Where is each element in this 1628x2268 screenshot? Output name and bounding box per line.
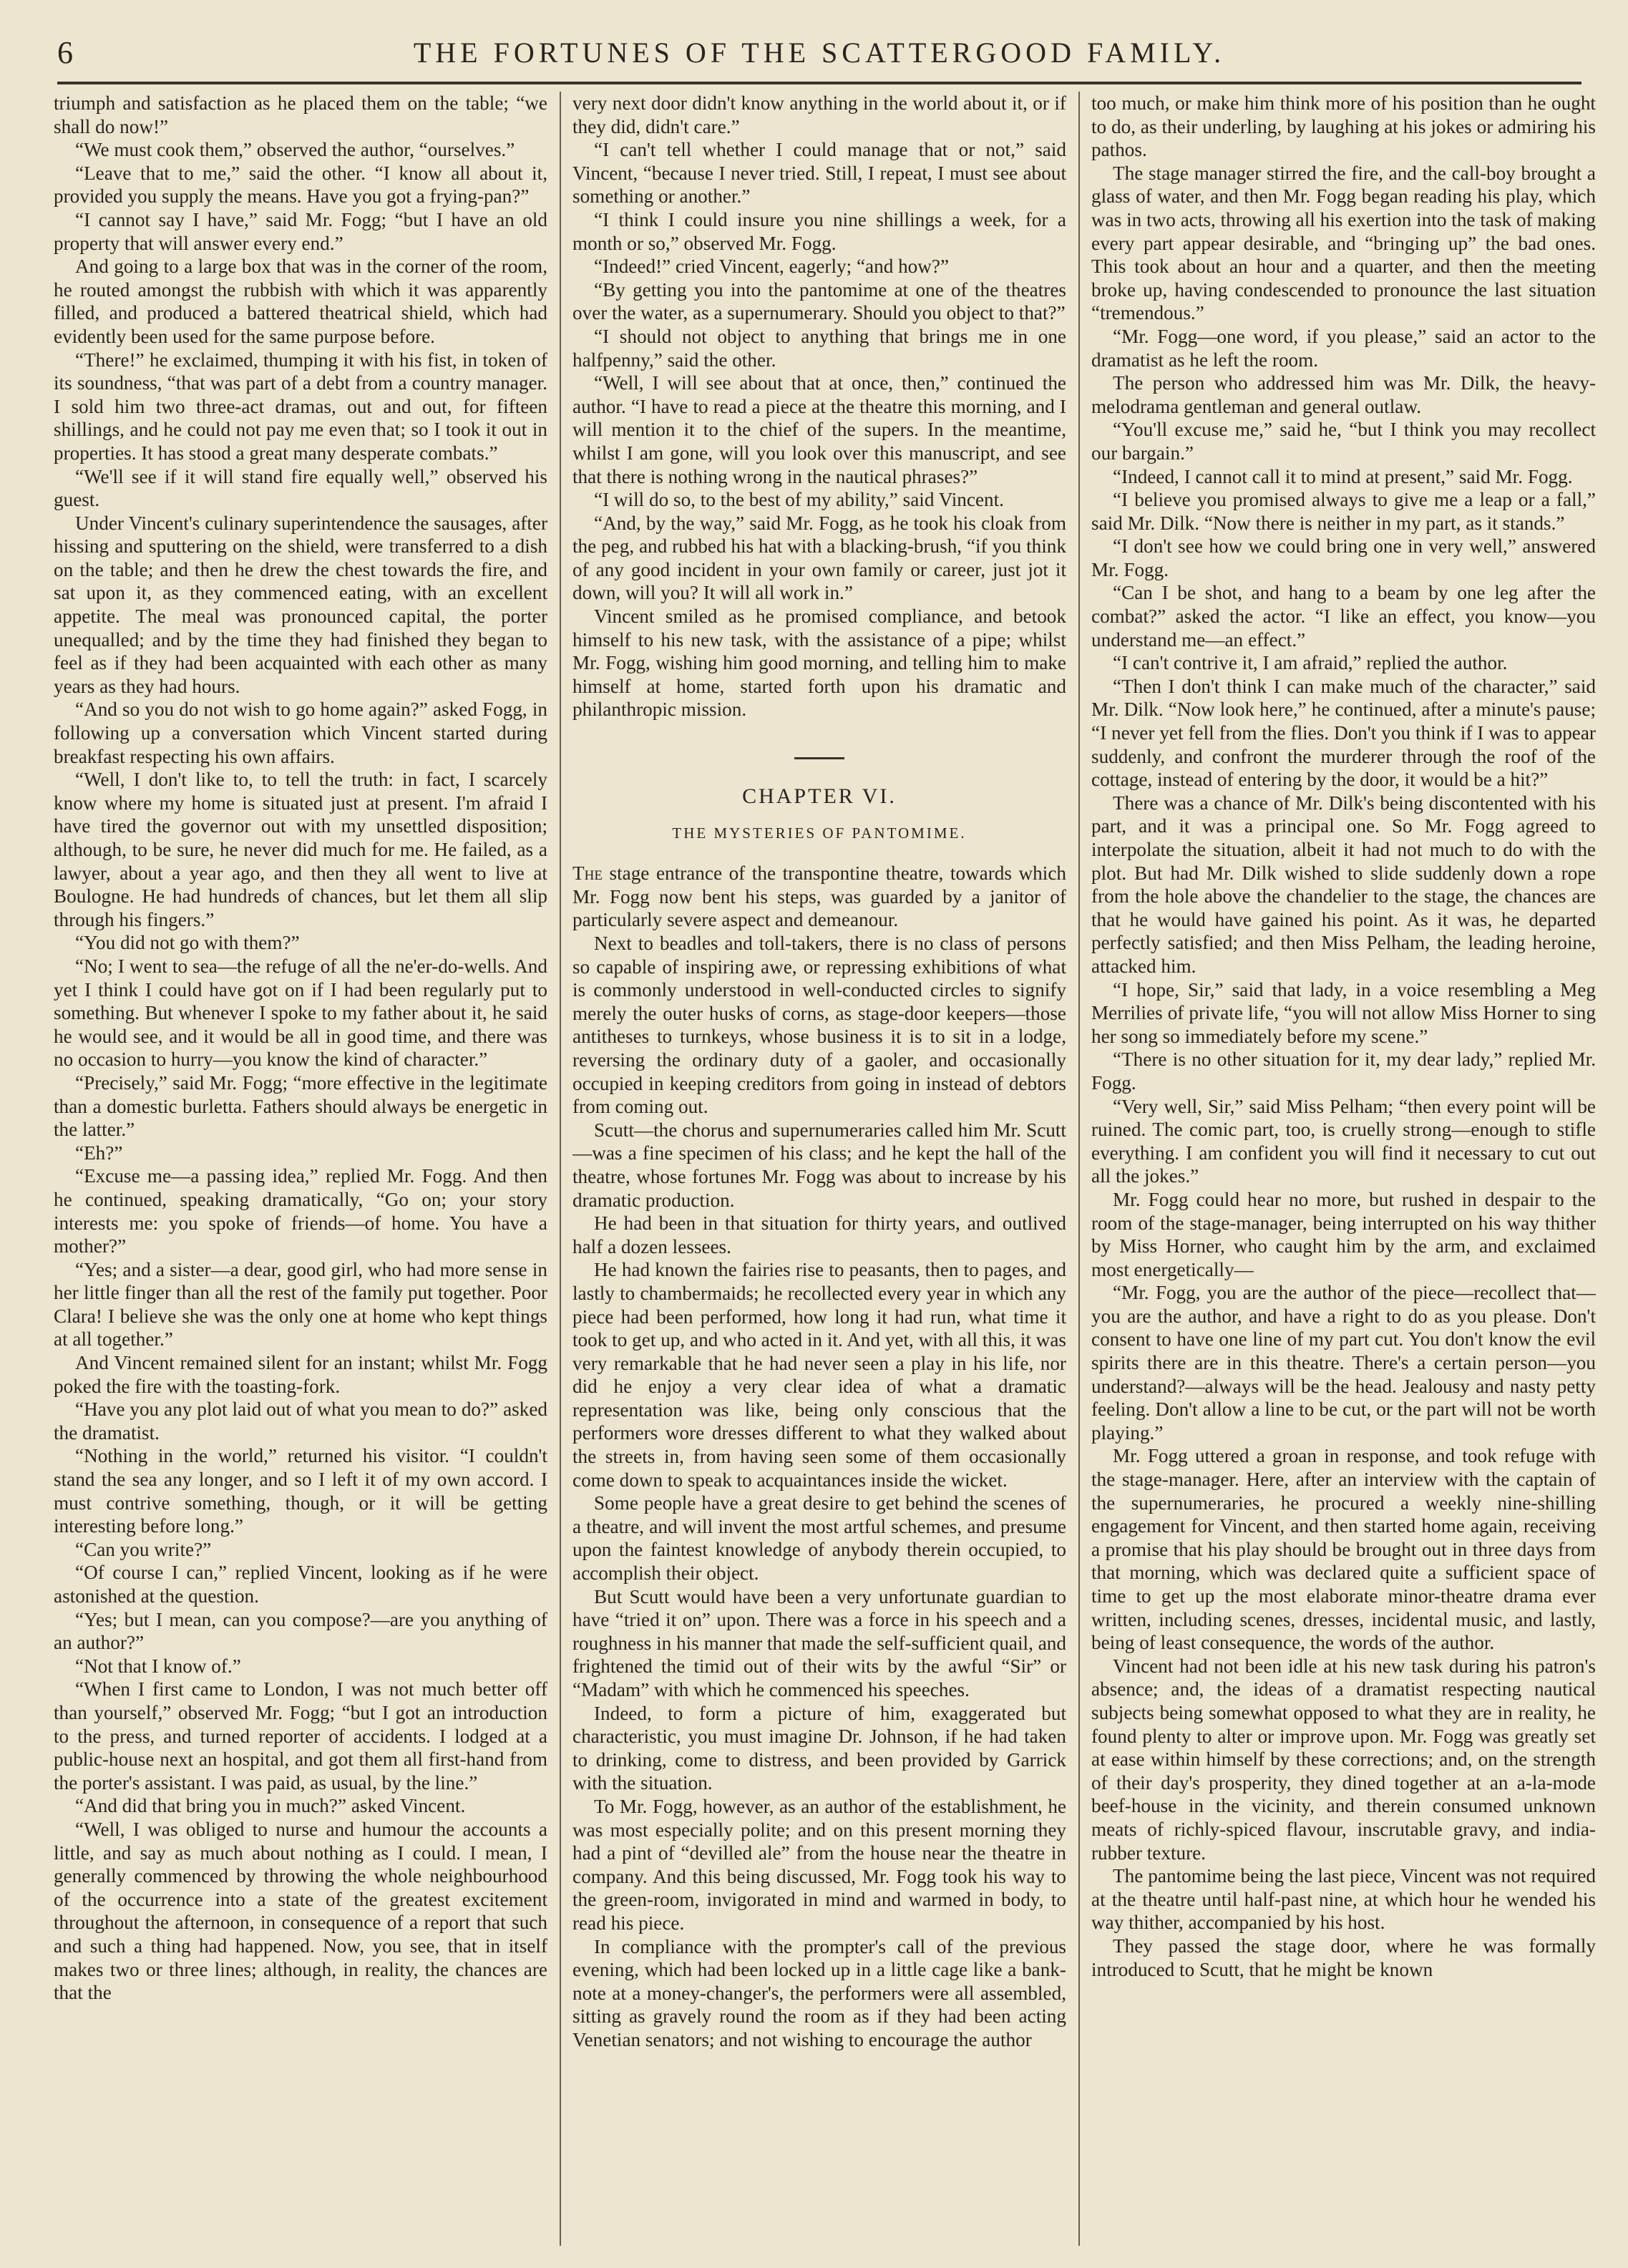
paragraph: “Eh?” (75, 1142, 123, 1164)
page-number: 6 (57, 35, 73, 70)
paragraph: “By getting you into the pantomime at one of the theatres over the water, as a supernumerary. Should you object to that?” (572, 278, 1066, 324)
paragraph: “We'll see if it will stand fire equally well,” observed his guest. (54, 465, 547, 511)
paragraph: Next to beadles and toll-takers, there is no class of persons so capable of inspiring awe, or repressing exhibitions of what is commonly understood in well-conducted circles to signify merely the outer husks of corns, as stage-door keepers—those antitheses to turnkeys, whose business it is to sit in a lodge, reversing the ordinary duty of a gaoler, and occasionally occupied in keeping creditors from going in instead of debtors from coming out. (572, 933, 1066, 1118)
middle-column-top (572, 92, 1066, 721)
paragraph: very next door didn't know anything in the world about it, or if they did, didn't care.” (572, 92, 1066, 137)
paragraph: “We must cook them,” observed the author, “ourselves.” (75, 139, 515, 161)
paragraph: “Of course I can,” replied Vincent, looking as if he were astonished at the question. (54, 1562, 547, 1607)
paragraph: “You'll excuse me,” said he, “but I think you may recollect our bargain.” (1091, 419, 1596, 464)
paragraph: “I hope, Sir,” said that lady, in a voice resembling a Meg Merrilies of private life, “you will not allow Miss Horner to sing her song so immediately before my scene.” (1091, 978, 1596, 1047)
chapter-heading: CHAPTER VI. (742, 784, 897, 809)
paragraph: Scutt—the chorus and supernumeraries called him Mr. Scutt—was a fine specimen of his class; and he kept the hall of the theatre, whose fortunes Mr. Fogg was about to increase by his dramatic production. (572, 1119, 1066, 1211)
paragraph: “Yes; and a sister—a dear, good girl, who had more sense in her little finger than all the rest of the family put together. Poor Clara! I believe she was the only one at home who kept things at all together.” (54, 1258, 547, 1350)
page-header (57, 31, 1581, 84)
paragraph: “I think I could insure you nine shillings a week, for a month or so,” observed Mr. Fogg. (572, 208, 1066, 254)
paragraph: “I will do so, to the best of my ability,” said Vincent. (594, 489, 1004, 511)
paragraph: “Well, I was obliged to nurse and humour the accounts a little, and say as much about nothing as I could. I mean, I generally commenced by throwing the whole neighbourhood of the occurrence into a state of the greatest excitement throughout the afternoon, in consequence of a report that such and such a thing had happened. Now, you see, that in itself makes two or three lines; although, in reality, the chances are that the (54, 1818, 547, 2004)
paragraph: He had known the fairies rise to peasants, then to pages, and lastly to chambermaids; he recollected every year in which any piece had been performed, how long it had run, what time it took to get up, and who acted in it. And yet, with all this, it was very remarkable that he had never seen a play in his life, nor did he enjoy a very clear idea of what a dramatic representation was like, being only conscious that the performers wore dresses different to what they walked about the streets in, from having seen some of them occasionally come down to speak to acquaintances inside the wicket. (572, 1259, 1066, 1491)
paragraph: “When I first came to London, I was not much better off than yourself,” observed Mr. Fogg; “but I got an introduction to the press, and turned reporter of accidents. I lodged at a public-house next an hospital, and got them all first-hand from the porter's assistant. I was paid, as usual, by the line.” (54, 1678, 547, 1794)
paragraph: And going to a large box that was in the corner of the room, he routed amongst the rubbish with which it was apparently filled, and produced a battered theatrical shield, which had evidently been used for the same purpose before. (54, 255, 547, 347)
chapter-opening-paragraph (572, 862, 1066, 932)
paragraph: too much, or make him think more of his position than he ought to do, as their underling, by laughing at his jokes or admiring his pathos. (1091, 92, 1596, 161)
paragraph: But Scutt would have been a very unfortunate guardian to have “tried it on” upon. There was a force in his speech and a roughness in his manner that made the self-sufficient quail, and frightened the timid out of their wits by the awful “Sir” or “Madam” with which he commenced his speeches. (572, 1585, 1066, 1700)
paragraph: Under Vincent's culinary superintendence the sausages, after hissing and sputtering on the shield, were transferred to a dish on the table; and then he drew the chest towards the fire, and sat upon it, as they commenced eating, with an excellent appetite. The meal was pronounced capital, the porter unequalled; and by the time they had finished they began to feel as if they had been acquainted with each other as many years as they had hours. (54, 512, 547, 697)
paragraph: triumph and satisfaction as he placed them on the table; “we shall do now!” (54, 92, 547, 137)
chapter-subtitle: THE MYSTERIES OF PANTOMIME. (672, 824, 967, 842)
paragraph: “Indeed, I cannot call it to mind at present,” said Mr. Fogg. (1113, 465, 1573, 487)
text-column-left (54, 92, 547, 2246)
paragraph: “Indeed!” cried Vincent, eagerly; “and how?” (594, 255, 950, 278)
paragraph: “Mr. Fogg, you are the author of the piece—recollect that—you are the author, and have a right to do as you please. Don't consent to have one line of my part cut. You don't know the evil spirits there are in this theatre. There's a certain person—you understand?—always will be the head. Jealousy and nasty petty feeling. Don't allow a line to be cut, or the part will not be worth playing.” (1091, 1282, 1596, 1444)
paragraph: “I believe you promised always to give me a leap or a fall,” said Mr. Dilk. “Now there is neither in my part, as it stands.” (1091, 489, 1596, 534)
paragraph: “And did that bring you in much?” asked Vincent. (75, 1795, 466, 1817)
paragraph: The stage manager stirred the fire, and the call-boy brought a glass of water, and then Mr. Fogg began reading his play, which was in two acts, throwing all his exertion into the task of making every part appear desirable, and “bringing up” the bad ones. This took about an hour and a quarter, and then the meeting broke up, having condescended to pronounce the last situation “tremendous.” (1091, 162, 1596, 324)
paragraph: “I should not object to anything that brings me in one halfpenny,” said the other. (572, 325, 1066, 371)
paragraph: “And, by the way,” said Mr. Fogg, as he took his cloak from the peg, and rubbed his hat with a blacking-brush, “if you think of any good incident in your own family or career, just jot it down, will you? It will all work in.” (572, 512, 1066, 604)
paragraph: Vincent had not been idle at his new task during his patron's absence; and, the ideas of a dramatist respecting nautical subjects being somewhat opposed to what they are in reality, he found plenty to alter or improve upon. Mr. Fogg was greatly set at ease within himself by these corrections; and, on the strength of their day's prosperity, they dined together at an a-la-mode beef-house in the vicinity, and therein consumed unknown meats of richly-spiced flavour, inscrutable gravy, and india-rubber texture. (1091, 1655, 1596, 1864)
column-divider (560, 92, 561, 2246)
text-column-right (1091, 92, 1596, 2246)
column-divider (1078, 92, 1080, 2246)
section-separator (794, 757, 844, 759)
paragraph: “I cannot say I have,” said Mr. Fogg; “but I have an old property that will answer every end.” (54, 208, 547, 254)
paragraph: “No; I went to sea—the refuge of all the ne'er-do-wells. And yet I think I could have got on if I had been regularly put to something. But whenever I spoke to my father about it, he said he would see, and it would be all in good time, and there was no occasion to hurry—you know the kind of character.” (54, 955, 547, 1071)
text-column-middle (572, 92, 1066, 2246)
paragraph: To Mr. Fogg, however, as an author of the establishment, he was most especially polite; and on this present morning they had a pint of “devilled ale” from the house near the theatre in company. And this being discussed, Mr. Fogg took his way to the green-room, invigorated in mind and warmed in body, to read his piece. (572, 1795, 1066, 1934)
paragraph: “Then I don't think I can make much of the character,” said Mr. Dilk. “Now look here,” he continued, after a minute's pause; “I never yet fell from the flies. Don't you think if I was to appear suddenly, and confront the murderer through the roof of the cottage, instead of entering by the door, it would be a hit?” (1091, 675, 1596, 791)
paragraph: “Have you any plot laid out of what you mean to do?” asked the dramatist. (54, 1398, 547, 1444)
paragraph: He had been in that situation for thirty years, and outlived half a dozen lessees. (572, 1212, 1066, 1257)
paragraph: “Excuse me—a passing idea,” replied Mr. Fogg. And then he continued, speaking dramatically, “Go on; your story interests me: you spoke of friends—of home. You have a mother?” (54, 1165, 547, 1257)
paragraph: Mr. Fogg uttered a groan in response, and took refuge with the stage-manager. Here, after an interview with the captain of the supernumeraries, he procured a weekly nine-shilling engagement for Vincent, and then started home again, receiving a promise that his play should be brought out in three days from that morning, which was declared quite a sufficient space of time to get up the most elaborate minor-theatre drama ever written, including scenes, dresses, incidental music, and lastly, being of least consequence, the words of the author. (1091, 1445, 1596, 1654)
opening-word: The (572, 862, 603, 885)
middle-column-bottom (572, 932, 1066, 2052)
paragraph: Mr. Fogg could hear no more, but rushed in despair to the room of the stage-manager, being interrupted on his way thither by Miss Horner, who caught him by the arm, and exclaimed most energetically— (1091, 1188, 1596, 1280)
paragraph: “I don't see how we could bring one in very well,” answered Mr. Fogg. (1091, 535, 1596, 580)
paragraph: “Mr. Fogg—one word, if you please,” said an actor to the dramatist as he left the room. (1091, 325, 1596, 371)
paragraph: “You did not go with them?” (75, 932, 300, 954)
running-title: THE FORTUNES OF THE SCATTERGOOD FAMILY. (413, 36, 1226, 69)
paragraph: “Leave that to me,” said the other. “I know all about it, provided you supply the means. Have you got a frying-pan?” (54, 162, 547, 208)
paragraph: “Very well, Sir,” said Miss Pelham; “then every point will be ruined. The comic part, too, is cruelly strong—enough to stifle everything. I am confident you will find it necessary to cut out all the jokes.” (1091, 1095, 1596, 1187)
paragraph: “I can't tell whether I could manage that or not,” said Vincent, “because I never tried. Still, I repeat, I must see about something or another.” (572, 139, 1066, 208)
paragraph: “Not that I know of.” (75, 1655, 241, 1677)
paragraph: “And so you do not wish to go home again?” asked Fogg, in following up a conversation which Vincent started during breakfast respecting his own affairs. (54, 699, 547, 767)
paragraph: “Can you write?” (75, 1538, 212, 1560)
paragraph: The person who addressed him was Mr. Dilk, the heavy-melodrama gentleman and general outlaw. (1091, 372, 1596, 417)
paragraph: Some people have a great desire to get behind the scenes of a theatre, and will invent the most artful schemes, and presume upon the faintest knowledge of anybody therein occupied, to accomplish their object. (572, 1492, 1066, 1585)
paragraph: There was a chance of Mr. Dilk's being discontented with his part, and it was a principal one. So Mr. Fogg agreed to interpolate the situation, albeit it had not much to do with the plot. But had Mr. Dilk wished to slide suddenly down a rope from the hole above the chandelier to the stage, the chances are that he would have gained his point. As it was, he departed perfectly satisfied; and then Miss Pelham, the leading heroine, attacked him. (1091, 792, 1596, 977)
paragraph: “There!” he exclaimed, thumping it with his fist, in token of its soundness, “that was part of a debt from a country manager. I sold him two three-act dramas, out and out, for fifteen shillings, and he could not pay me even that; so I took it out in properties. It has stood a great many desperate combats.” (54, 349, 547, 464)
paragraph: “There is no other situation for it, my dear lady,” replied Mr. Fogg. (1091, 1048, 1596, 1094)
paragraph: “Well, I don't like to, to tell the truth: in fact, I scarcely know where my home is situated just at present. I'm afraid I have tired the governor out with my unsettled disposition; although, to be sure, he never did much for me. He failed, as a lawyer, about a year ago, and then they all went to live at Boulogne. He had hundreds of chances, but let them all slip through his fingers.” (54, 769, 547, 930)
paragraph: “Yes; but I mean, can you compose?—are you anything of an author?” (54, 1608, 547, 1654)
paragraph: “Can I be shot, and hang to a beam by one leg after the combat?” asked the actor. “I like an effect, you know—you understand me—an effect.” (1091, 582, 1596, 651)
paragraph: “Nothing in the world,” returned his visitor. “I couldn't stand the sea any longer, and so I left it of my own accord. I must contrive something, though, or it will be getting interesting before long.” (54, 1445, 547, 1537)
paragraph: Indeed, to form a picture of him, exaggerated but characteristic, you must imagine Dr. Johnson, if he had taken to drinking, come to distress, and been provided by Garrick with the situation. (572, 1702, 1066, 1794)
paragraph: “Precisely,” said Mr. Fogg; “more effective in the legitimate than a domestic burletta. Fathers should always be energetic in the latter.” (54, 1071, 547, 1141)
opening-text: stage entrance of the transpontine theatre, towards which Mr. Fogg now bent his steps, was guarded by a janitor of particularly severe aspect and demeanour. (572, 862, 1066, 931)
paragraph: “I can't contrive it, I am afraid,” replied the author. (1113, 652, 1508, 674)
paragraph: In compliance with the prompter's call of the previous evening, which had been locked up in a little cage like a bank-note at a money-changer's, the performers were all assembled, sitting as gravely round the room as if they had been acting Venetian senators; and not wishing to encourage the author (572, 1935, 1066, 2050)
paragraph: The pantomime being the last piece, Vincent was not required at the theatre until half-past nine, at which hour he wended his way thither, accompanied by his host. (1091, 1865, 1596, 1934)
paragraph: “Well, I will see about that at once, then,” continued the author. “I have to read a piece at the theatre this morning, and I will mention it to the chief of the supers. In the meantime, whilst I am gone, will you look over this manuscript, and see that there is nothing wrong in the nautical phrases?” (572, 372, 1066, 487)
paragraph: Vincent smiled as he promised compliance, and betook himself to his new task, with the assistance of a pipe; whilst Mr. Fogg, wishing him good morning, and telling him to make himself at home, started forth upon his dramatic and philanthropic mission. (572, 605, 1066, 721)
paragraph: And Vincent remained silent for an instant; whilst Mr. Fogg poked the fire with the toasting-fork. (54, 1352, 547, 1397)
paragraph: They passed the stage door, where he was formally introduced to Scutt, that he might be known (1091, 1934, 1596, 1980)
